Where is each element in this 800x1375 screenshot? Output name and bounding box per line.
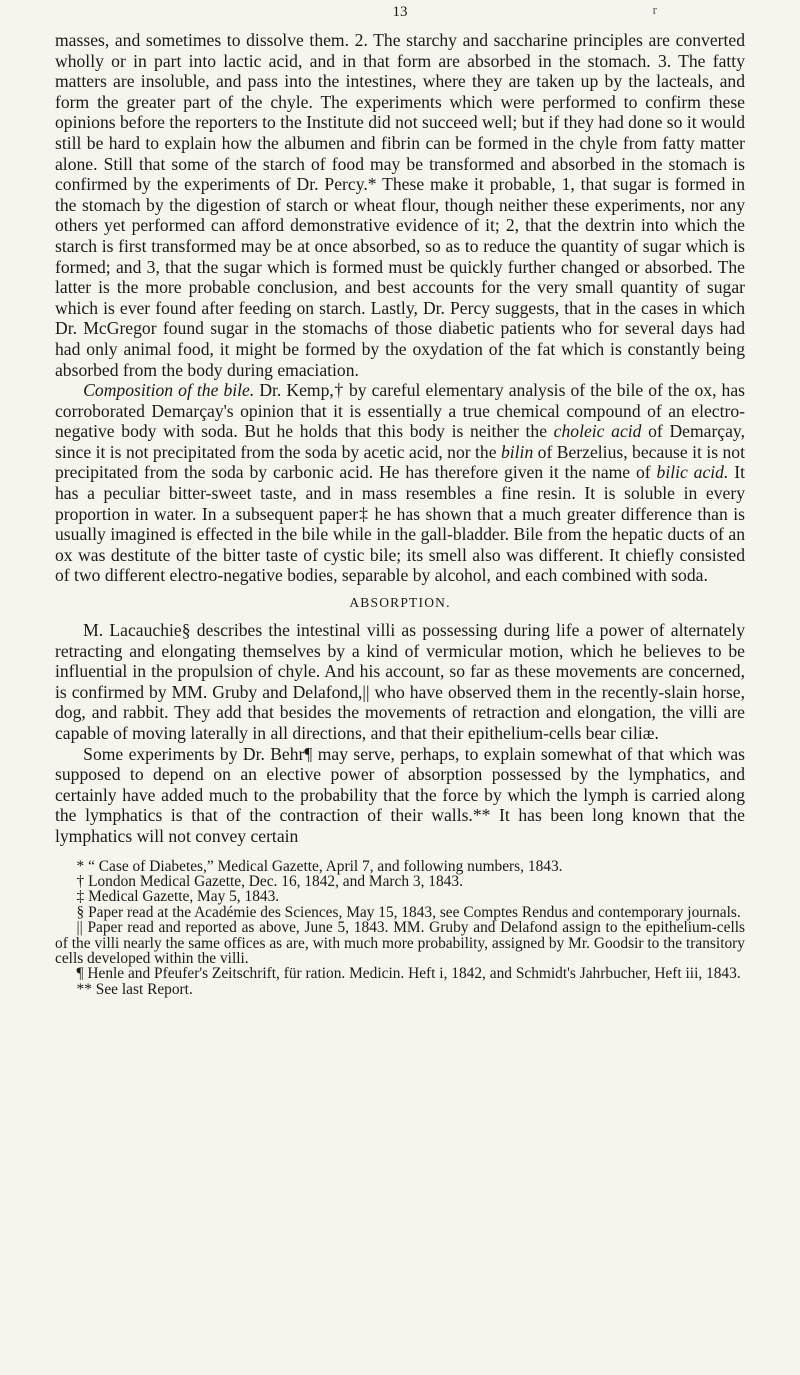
footnote: ‡ Medical Gazette, May 5, 1843. xyxy=(76,888,280,906)
text-run: of Berzelius, because it is not precipitated from the soda by carbonic acid. He has therefore given it the name of xyxy=(55,441,745,483)
footnote: ¶ Henle and Pfeufer's Zeitschrift, für ration. Medicin. Heft i, 1842, and Schmidt's Jahrbucher, Heft iii, 1843. xyxy=(76,965,741,983)
footnote: † London Medical Gazette, Dec. 16, 1842, and March 3, 1843. xyxy=(76,872,463,890)
section-heading-absorption: ABSORPTION. xyxy=(349,595,451,611)
page-number: 13 xyxy=(392,4,408,20)
page-header xyxy=(55,0,745,30)
text-run: Dr. Kemp,† by careful elementary analysis of the bile of the ox, has corroborated Demarçay's opinion that it is essentially a true chemical compound of an electro-negative body with soda. But he holds that this body is neither the xyxy=(55,380,745,442)
paragraph-composition-of-bile xyxy=(55,380,745,586)
text-run: It has a peculiar bitter-sweet taste, and in mass resembles a fine resin. It is soluble in every proportion in water. In a subsequent paper‡ he has shown that a much greater difference than is usually imagined is effected in the bile while in the gall-bladder. Bile from the hepatic ducts of an ox was destitute of the bitter taste of cystic bile; its smell also was different. It chiefly consisted of two different electro-negative bodies, separable by alcohol, and each combined with soda. xyxy=(55,462,745,586)
paragraph-lymphatics: Some experiments by Dr. Behr¶ may serve, perhaps, to explain somewhat of that which was supposed to depend on an elective power of absorption possessed by the lymphatics, and certainly have added much to the probability that the force by which the lymph is carried along the lymphatics is that of the contraction of their walls.** It has been long known that the lymphatics will not convey certain xyxy=(55,743,745,846)
term-bilin: bilin xyxy=(500,441,534,462)
run-in-heading: Composition of the bile. xyxy=(83,380,255,401)
footnote: ** See last Report. xyxy=(76,980,193,998)
paragraph-intestinal-villi: M. Lacauchie§ describes the intestinal villi as possessing during life a power of alternately retracting and elongating themselves by a kind of vermicular motion, which he believes to be influential in the propulsion of chyle. And his account, so far as these movements are concerned, is confirmed by MM. Gruby and Delafond,|| who have observed them in the recently-slain horse, dog, and rabbit. They add that besides the movements of retraction and elongation, the villi are capable of moving laterally in all directions, and that their epithelium-cells bear ciliæ. xyxy=(55,620,745,743)
term-bilic-acid: bilic acid. xyxy=(656,462,729,483)
term-choleic-acid: choleic acid xyxy=(553,421,642,442)
text-run: of Demarçay, since it is not precipitated from the soda by acetic acid, nor the xyxy=(55,421,745,462)
footnote: § Paper read at the Académie des Sciences, May 15, 1843, see Comptes Rendus and contemporary journals. xyxy=(76,903,741,921)
stray-mark: r xyxy=(652,2,657,17)
footnote: * “ Case of Diabetes,” Medical Gazette, April 7, and following numbers, 1843. xyxy=(76,857,563,875)
footnotes xyxy=(55,859,745,998)
main-text xyxy=(55,30,745,847)
paragraph-starch-absorption: masses, and sometimes to dissolve them. 2. The starchy and saccharine principles are converted wholly or in part into lactic acid, and in that form are absorbed in the stomach. 3. The fatty matters are insoluble, and pass into the intestines, where they are taken up by the lacteals, and form the greater part of the chyle. The experiments which were performed to confirm these opinions before the reporters to the Institute did not succeed well; but if they had done so it would still be hard to explain how the albumen and fibrin can be formed in the chyle from fatty matter alone. Still that some of the starch of food may be transformed and absorbed in the stomach is confirmed by the experiments of Dr. Percy.* These make it probable, 1, that sugar is formed in the stomach by the digestion of starch or wheat flour, though neither these experiments, nor any others yet performed can afford demonstrative evidence of it; 2, that the dextrin into which the starch is first transformed may be at once absorbed, so as to reduce the quantity of sugar which is formed; and 3, that the sugar which is formed must be quickly further changed or absorbed. The latter is the more probable conclusion, and best accounts for the very small quantity of sugar which is ever found after feeding on starch. Lastly, Dr. Percy suggests, that in the cases in which Dr. McGregor found sugar in the stomachs of those diabetic patients who for several days had had only animal food, it might be formed by the oxydation of the fat which is constantly being absorbed from the body during emaciation. xyxy=(55,30,745,380)
footnote: || Paper read and reported as above, June 5, 1843. MM. Gruby and Delafond assign to the epithelium-cells of the villi nearly the same offices as are, with much more probability, assigned by Mr. Goodsir to the transitory cells developed within the villi. xyxy=(55,919,745,967)
